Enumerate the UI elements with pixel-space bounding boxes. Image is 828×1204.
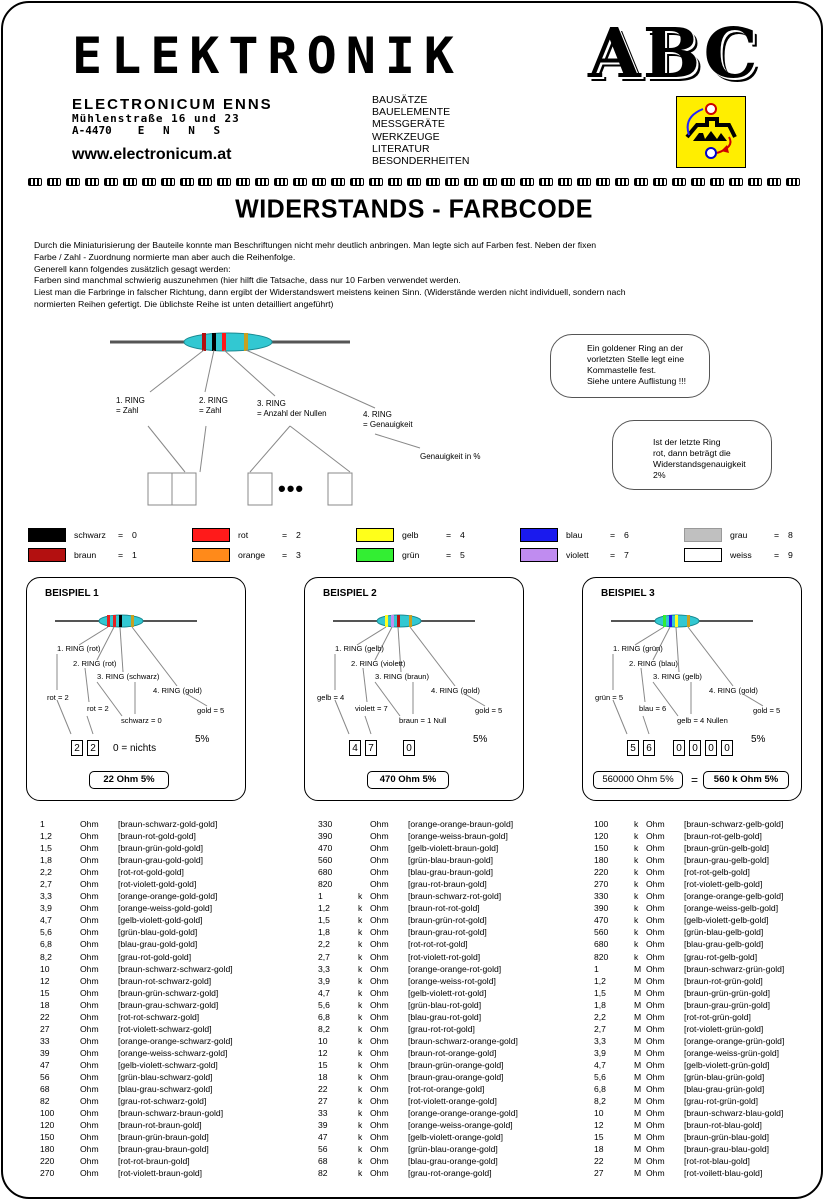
color-value: 4	[460, 530, 465, 540]
table-row: 4,7 Ohm [gelb-violett-gold-gold]	[40, 915, 203, 926]
table-row: 6,8 Ohm [blau-grau-gold-gold]	[40, 939, 198, 950]
category-item[interactable]: BAUELEMENTE	[372, 106, 451, 119]
table-row: 120 k Ohm [braun-rot-gelb-gold]	[594, 831, 762, 842]
connector-icon	[312, 178, 326, 186]
intro-text: Durch die Miniaturisierung der Bauteile konnte man Beschriftungen nicht mehr deutlich anbringen. Man legte sich auf Farben fest. Neben der fixen Farbe / Zahl - Zuordnung normierte man aber auch die Reihenfolge. Generell kann folgendes zusätzlich gesagt werden: Farben sind manchmal schwierig auszunehmen (hier hilft die Tatsache, dass nur 10 Farben verwendet werden. Liest man die Farbringe in falscher Richtung, dann ergibt der Widerstandswert meistens keinen Sinn. (Widerstände werden nicht individuell, sondern nach normierten Reihen gefertigt. Die üblichste Reihe ist unten detailliert angeführt)	[34, 240, 626, 309]
connector-icon	[483, 178, 497, 186]
connector-icon	[596, 178, 610, 186]
table-row: 2,7 k Ohm [rot-violett-rot-gold]	[318, 951, 481, 962]
example-equals: =	[691, 773, 699, 787]
example-ring4-label: 4. RING (gold)	[709, 686, 758, 695]
connector-icon	[710, 178, 724, 186]
example-result-raw: 560000 Ohm 5%	[593, 771, 683, 789]
example-value3: schwarz = 0	[121, 716, 162, 725]
connector-icon	[501, 178, 515, 186]
table-row: 56 Ohm [grün-blau-schwarz-gold]	[40, 1071, 213, 1082]
table-row: 10 Ohm [braun-schwarz-schwarz-gold]	[40, 963, 233, 974]
example-percent: 5%	[473, 734, 488, 745]
example-digit1: 2	[71, 740, 83, 756]
example-ring1-label: 1. RING (gelb)	[335, 644, 384, 653]
ring4-label: 4. RING = Genauigkeit	[363, 410, 413, 429]
example-percent: 5%	[751, 734, 766, 745]
table-row: 390 Ohm [orange-weiss-braun-gold]	[318, 831, 508, 842]
color-equals: =	[774, 550, 780, 560]
color-swatch-grün	[356, 548, 394, 562]
connector-icon	[85, 178, 99, 186]
table-row: 5,6 M Ohm [grün-blau-grün-gold]	[594, 1071, 765, 1082]
color-swatch-rot	[192, 528, 230, 542]
connector-icon	[66, 178, 80, 186]
table-row: 27 Ohm [rot-violett-schwarz-gold]	[40, 1023, 212, 1034]
decorative-border-strip	[28, 178, 800, 188]
callout-bubble-accuracy: Ist der letzte Ring rot, dann beträgt die Widerstandsgenauigkeit 2%	[612, 420, 772, 490]
color-name: grün	[402, 550, 420, 560]
table-row: 150 k Ohm [braun-grün-gelb-gold]	[594, 843, 770, 854]
resistor-band-1	[202, 333, 206, 351]
table-row: 3,9 k Ohm [orange-weiss-rot-gold]	[318, 975, 496, 986]
color-equals: =	[446, 530, 452, 540]
connector-icon	[729, 178, 743, 186]
connector-icon	[520, 178, 534, 186]
color-name: schwarz	[74, 530, 106, 540]
color-swatch-gelb	[356, 528, 394, 542]
table-row: 1 M Ohm [braun-schwarz-grün-gold]	[594, 963, 785, 974]
connector-icon	[236, 178, 250, 186]
website-link[interactable]: www.electronicum.at	[72, 146, 232, 163]
callout-bubble-comma: Ein goldener Ring an der vorletzten Stelle legt eine Kommastelle fest. Siehe untere Auflistung !!!	[550, 334, 710, 398]
color-equals: =	[446, 550, 452, 560]
color-name: weiss	[730, 550, 752, 560]
connector-icon	[161, 178, 175, 186]
example-card-2	[304, 577, 524, 801]
table-row: 22 M Ohm [rot-rot-blau-gold]	[594, 1156, 750, 1167]
color-swatch-orange	[192, 548, 230, 562]
table-row: 56 k Ohm [grün-blau-orange-gold]	[318, 1144, 498, 1155]
table-row: 18 Ohm [braun-grau-schwarz-gold]	[40, 999, 219, 1010]
example-ring2-label: 2. RING (rot)	[73, 659, 117, 668]
category-list	[372, 94, 469, 167]
table-row: 15 Ohm [braun-grün-schwarz-gold]	[40, 987, 219, 998]
color-name: grau	[730, 530, 748, 540]
example-zero-digit: 0	[689, 740, 701, 756]
example-value1: grün = 5	[595, 693, 624, 702]
table-row: 1 k Ohm [braun-schwarz-rot-gold]	[318, 891, 502, 902]
category-item[interactable]: WERKZEUGE	[372, 130, 440, 143]
example-value4: gold = 5	[753, 706, 781, 715]
resistor-band-1	[107, 615, 110, 627]
resistor-body	[184, 333, 272, 351]
connector-icon	[445, 178, 459, 186]
table-row: 2,7 Ohm [rot-violett-gold-gold]	[40, 879, 197, 890]
example-value2: rot = 2	[87, 704, 109, 713]
company-city: A-4470 E N N S	[72, 124, 227, 137]
example-ring1-label: 1. RING (rot)	[57, 644, 101, 653]
table-row: 3,3 Ohm [orange-orange-gold-gold]	[40, 891, 218, 902]
connector-icon	[47, 178, 61, 186]
table-row: 180 k Ohm [braun-grau-gelb-gold]	[594, 855, 770, 866]
table-row: 150 Ohm [braun-grün-braun-gold]	[40, 1132, 209, 1143]
table-row: 68 k Ohm [blau-grau-orange-gold]	[318, 1156, 498, 1167]
table-row: 1,8 k Ohm [braun-grau-rot-gold]	[318, 927, 487, 938]
connector-icon	[331, 178, 345, 186]
abc-logo: ABC	[588, 14, 760, 94]
color-swatch-braun	[28, 548, 66, 562]
table-row: 18 k Ohm [braun-grau-orange-gold]	[318, 1071, 504, 1082]
example-ring4-label: 4. RING (gold)	[153, 686, 202, 695]
color-value: 5	[460, 550, 465, 560]
connector-icon	[634, 178, 648, 186]
table-row: 270 k Ohm [rot-violett-gelb-gold]	[594, 879, 763, 890]
connector-icon	[558, 178, 572, 186]
table-row: 1,2 M Ohm [braun-rot-grün-gold]	[594, 975, 763, 986]
table-row: 3,9 Ohm [orange-weiss-gold-gold]	[40, 903, 213, 914]
color-value: 7	[624, 550, 629, 560]
table-row: 220 Ohm [rot-rot-braun-gold]	[40, 1156, 190, 1167]
example-value4: gold = 5	[475, 706, 503, 715]
table-row: 820 k Ohm [grau-rot-gelb-gold]	[594, 951, 758, 962]
table-row: 18 M Ohm [braun-grau-blau-gold]	[594, 1144, 770, 1155]
connector-icon	[293, 178, 307, 186]
connector-icon	[255, 178, 269, 186]
color-swatch-schwarz	[28, 528, 66, 542]
resistor-band-3	[397, 615, 400, 627]
table-row: 470 k Ohm [gelb-violett-gelb-gold]	[594, 915, 769, 926]
table-row: 12 k Ohm [braun-rot-orange-gold]	[318, 1047, 497, 1058]
example-value2: blau = 6	[639, 704, 667, 713]
color-value: 6	[624, 530, 629, 540]
example-title: BEISPIEL 3	[601, 588, 655, 599]
table-row: 560 Ohm [grün-blau-braun-gold]	[318, 855, 494, 866]
connector-icon	[426, 178, 440, 186]
value-table-column	[318, 818, 518, 1179]
table-row: 10 M Ohm [braun-schwarz-blau-gold]	[594, 1108, 784, 1119]
accuracy-label: Genauigkeit in %	[420, 452, 481, 461]
example-value1: rot = 2	[47, 693, 69, 702]
table-row: 2,7 M Ohm [rot-violett-grün-gold]	[594, 1023, 764, 1034]
example-value3: braun = 1 Null	[399, 716, 447, 725]
table-row: 3,9 M Ohm [orange-weiss-grün-gold]	[594, 1047, 780, 1058]
table-row: 39 Ohm [orange-weiss-schwarz-gold]	[40, 1047, 228, 1058]
example-card-1	[26, 577, 246, 801]
table-row: 820 Ohm [grau-rot-braun-gold]	[318, 879, 487, 890]
resistor-band-2	[212, 333, 216, 351]
company-name: ELECTRONICUM ENNS	[72, 96, 273, 113]
table-row: 1,2 Ohm [braun-rot-gold-gold]	[40, 831, 196, 842]
table-row: 68 Ohm [blau-grau-schwarz-gold]	[40, 1084, 213, 1095]
resistor-band-2	[669, 615, 672, 627]
table-row: 270 Ohm [rot-violett-braun-gold]	[40, 1168, 203, 1179]
color-equals: =	[610, 550, 616, 560]
example-digit2: 7	[365, 740, 377, 756]
table-row: 390 k Ohm [orange-weiss-gelb-gold]	[594, 903, 779, 914]
connector-icon	[388, 178, 402, 186]
example-value1: gelb = 4	[317, 693, 345, 702]
table-row: 27 M Ohm [rot-voilett-blau-gold]	[594, 1168, 763, 1179]
connector-icon	[28, 178, 42, 186]
example-card-3	[582, 577, 802, 801]
table-row: 4,7 k Ohm [gelb-violett-rot-gold]	[318, 987, 487, 998]
value-table-column	[40, 818, 233, 1179]
resistor-band-3	[675, 615, 678, 627]
resistor-band-3	[119, 615, 122, 627]
example-digit2: 6	[643, 740, 655, 756]
table-row: 8,2 Ohm [grau-rot-gold-gold]	[40, 951, 192, 962]
table-row: 2,2 Ohm [rot-rot-gold-gold]	[40, 867, 184, 878]
example-resistor-diagram	[27, 578, 247, 802]
table-row: 2,2 M Ohm [rot-rot-grün-gold]	[594, 1011, 751, 1022]
color-equals: =	[118, 550, 124, 560]
color-equals: =	[610, 530, 616, 540]
color-swatch-blau	[520, 528, 558, 542]
color-equals: =	[282, 550, 288, 560]
resistor-band-4	[687, 615, 690, 627]
color-value: 8	[788, 530, 793, 540]
color-value: 9	[788, 550, 793, 560]
example-zero-digit: 0	[705, 740, 717, 756]
connector-icon	[786, 178, 800, 186]
table-row: 680 Ohm [blau-grau-braun-gold]	[318, 867, 494, 878]
resistor-band-2	[391, 615, 394, 627]
table-row: 47 Ohm [gelb-violett-schwarz-gold]	[40, 1059, 218, 1070]
example-resistor-diagram	[305, 578, 525, 802]
table-row: 470 Ohm [gelb-violett-braun-gold]	[318, 843, 499, 854]
connector-icon	[198, 178, 212, 186]
color-name: violett	[566, 550, 589, 560]
table-row: 6,8 k Ohm [blau-grau-rot-gold]	[318, 1011, 482, 1022]
table-row: 6,8 M Ohm [blau-grau-grün-gold]	[594, 1084, 765, 1095]
color-equals: =	[774, 530, 780, 540]
table-row: 3,3 k Ohm [orange-orange-rot-gold]	[318, 963, 502, 974]
example-zeros: 0 = nichts	[113, 743, 157, 754]
table-row: 8,2 k Ohm [grau-rot-rot-gold]	[318, 1023, 475, 1034]
connector-icon	[539, 178, 553, 186]
example-zero-digit: 0	[721, 740, 733, 756]
ring2-label: 2. RING = Zahl	[199, 396, 228, 415]
table-row: 1,5 M Ohm [braun-grün-grün-gold]	[594, 987, 770, 998]
color-value: 2	[296, 530, 301, 540]
example-result: 560 k Ohm 5%	[703, 771, 789, 789]
category-item[interactable]: BAUSÄTZE	[372, 94, 428, 106]
example-zero-digit: 0	[673, 740, 685, 756]
table-row: 1,8 M Ohm [braun-grau-grün-gold]	[594, 999, 770, 1010]
value-table-column	[594, 818, 784, 1179]
table-row: 82 Ohm [grau-rot-schwarz-gold]	[40, 1096, 207, 1107]
color-swatch-weiss	[684, 548, 722, 562]
example-zero-digit: 0	[403, 740, 415, 756]
dots-ellipsis: •••	[278, 476, 305, 501]
table-row: 12 M Ohm [braun-rot-blau-gold]	[594, 1120, 762, 1131]
connector-icon	[577, 178, 591, 186]
table-row: 22 k Ohm [rot-rot-orange-gold]	[318, 1084, 485, 1095]
example-ring1-label: 1. RING (grün)	[613, 644, 663, 653]
example-value2: violett = 7	[355, 704, 388, 713]
connector-icon	[217, 178, 231, 186]
example-title: BEISPIEL 1	[45, 588, 99, 599]
connector-icon	[672, 178, 686, 186]
table-row: 120 Ohm [braun-rot-braun-gold]	[40, 1120, 202, 1131]
table-row: 330 Ohm [orange-orange-braun-gold]	[318, 819, 514, 829]
connector-icon	[180, 178, 194, 186]
example-ring3-label: 3. RING (braun)	[375, 672, 430, 681]
example-value4: gold = 5	[197, 706, 225, 715]
table-row: 82 k Ohm [grau-rot-orange-gold]	[318, 1168, 492, 1179]
connector-icon	[653, 178, 667, 186]
circuit-badge-icon	[676, 96, 746, 168]
connector-icon	[464, 178, 478, 186]
color-name: rot	[238, 530, 249, 540]
ring3-label: 3. RING = Anzahl der Nullen	[257, 399, 327, 418]
example-ring4-label: 4. RING (gold)	[431, 686, 480, 695]
table-row: 5,6 Ohm [grün-blau-gold-gold]	[40, 927, 198, 938]
color-name: blau	[566, 530, 583, 540]
table-row: 3,3 M Ohm [orange-orange-grün-gold]	[594, 1035, 785, 1046]
table-row: 1,5 Ohm [braun-grün-gold-gold]	[40, 843, 204, 854]
resistor-band-4	[244, 333, 248, 351]
logo-text: ELEKTRONIK	[72, 27, 464, 85]
table-row: 33 Ohm [orange-orange-schwarz-gold]	[40, 1035, 233, 1046]
page-title: WIDERSTANDS - FARBCODE	[235, 194, 593, 224]
color-value: 0	[132, 530, 137, 540]
example-value3: gelb = 4 Nullen	[677, 716, 728, 725]
ring1-label: 1. RING = Zahl	[116, 396, 145, 415]
connector-icon	[748, 178, 762, 186]
example-digit1: 5	[627, 740, 639, 756]
table-row: 1 Ohm [braun-schwarz-gold-gold]	[40, 819, 218, 829]
table-row: 180 Ohm [braun-grau-braun-gold]	[40, 1144, 209, 1155]
table-row: 560 k Ohm [grün-blau-gelb-gold]	[594, 927, 764, 938]
table-row: 4,7 M Ohm [gelb-violett-grün-gold]	[594, 1059, 770, 1070]
example-result: 470 Ohm 5%	[367, 771, 449, 789]
table-row: 100 Ohm [braun-schwarz-braun-gold]	[40, 1108, 224, 1119]
table-row: 12 Ohm [braun-rot-schwarz-gold]	[40, 975, 212, 986]
connector-icon	[123, 178, 137, 186]
table-row: 5,6 k Ohm [grün-blau-rot-gold]	[318, 999, 482, 1010]
color-equals: =	[118, 530, 124, 540]
connector-icon	[274, 178, 288, 186]
example-ring3-label: 3. RING (gelb)	[653, 672, 702, 681]
connector-icon	[691, 178, 705, 186]
connector-icon	[369, 178, 383, 186]
table-row: 39 k Ohm [orange-weiss-orange-gold]	[318, 1120, 513, 1131]
example-digit2: 2	[87, 740, 99, 756]
color-value: 1	[132, 550, 137, 560]
example-percent: 5%	[195, 734, 210, 745]
example-ring2-label: 2. RING (violett)	[351, 659, 406, 668]
color-name: braun	[74, 550, 97, 560]
table-row: 100 k Ohm [braun-schwarz-gelb-gold]	[594, 819, 784, 829]
resistor-band-3	[222, 333, 226, 351]
table-row: 330 k Ohm [orange-orange-gelb-gold]	[594, 891, 784, 902]
resistor-band-2	[113, 615, 116, 627]
table-row: 47 k Ohm [gelb-violett-orange-gold]	[318, 1132, 504, 1143]
connector-icon	[615, 178, 629, 186]
category-item[interactable]: LITERATUR	[372, 142, 430, 155]
example-digit1: 4	[349, 740, 361, 756]
color-swatch-grau	[684, 528, 722, 542]
table-row: 8,2 M Ohm [grau-rot-grün-gold]	[594, 1096, 759, 1107]
example-result: 22 Ohm 5%	[89, 771, 169, 789]
resistor-band-4	[409, 615, 412, 627]
table-row: 33 k Ohm [orange-orange-orange-gold]	[318, 1108, 518, 1119]
example-resistor-diagram	[583, 578, 803, 802]
connector-icon	[350, 178, 364, 186]
table-row: 22 Ohm [rot-rot-schwarz-gold]	[40, 1011, 200, 1022]
table-row: 27 k Ohm [rot-violett-orange-gold]	[318, 1096, 497, 1107]
connector-icon	[407, 178, 421, 186]
connector-icon	[104, 178, 118, 186]
table-row: 15 M Ohm [braun-grün-blau-gold]	[594, 1132, 770, 1143]
example-ring2-label: 2. RING (blau)	[629, 659, 678, 668]
resistor-band-4	[131, 615, 134, 627]
table-row: 10 k Ohm [braun-schwarz-orange-gold]	[318, 1035, 518, 1046]
table-row: 2,2 k Ohm [rot-rot-rot-gold]	[318, 939, 468, 950]
category-item[interactable]: BESONDERHEITEN	[372, 155, 470, 168]
table-row: 680 k Ohm [blau-grau-gelb-gold]	[594, 939, 764, 950]
resistor-band-1	[663, 615, 666, 627]
connector-icon	[767, 178, 781, 186]
category-item[interactable]: MESSGERÄTE	[372, 118, 445, 131]
table-row: 1,8 Ohm [braun-grau-gold-gold]	[40, 855, 204, 866]
color-name: orange	[238, 550, 266, 560]
table-row: 1,2 k Ohm [braun-rot-rot-gold]	[318, 903, 480, 914]
connector-icon	[142, 178, 156, 186]
company-street: Mühlenstraße 16 und 23	[72, 112, 240, 125]
table-row: 15 k Ohm [braun-grün-orange-gold]	[318, 1059, 504, 1070]
resistor-band-1	[385, 615, 388, 627]
color-value: 3	[296, 550, 301, 560]
example-ring3-label: 3. RING (schwarz)	[97, 672, 160, 681]
table-row: 220 k Ohm [rot-rot-gelb-gold]	[594, 867, 750, 878]
color-swatch-violett	[520, 548, 558, 562]
color-name: gelb	[402, 530, 419, 540]
table-row: 1,5 k Ohm [braun-grün-rot-gold]	[318, 915, 487, 926]
color-equals: =	[282, 530, 288, 540]
example-title: BEISPIEL 2	[323, 588, 377, 599]
